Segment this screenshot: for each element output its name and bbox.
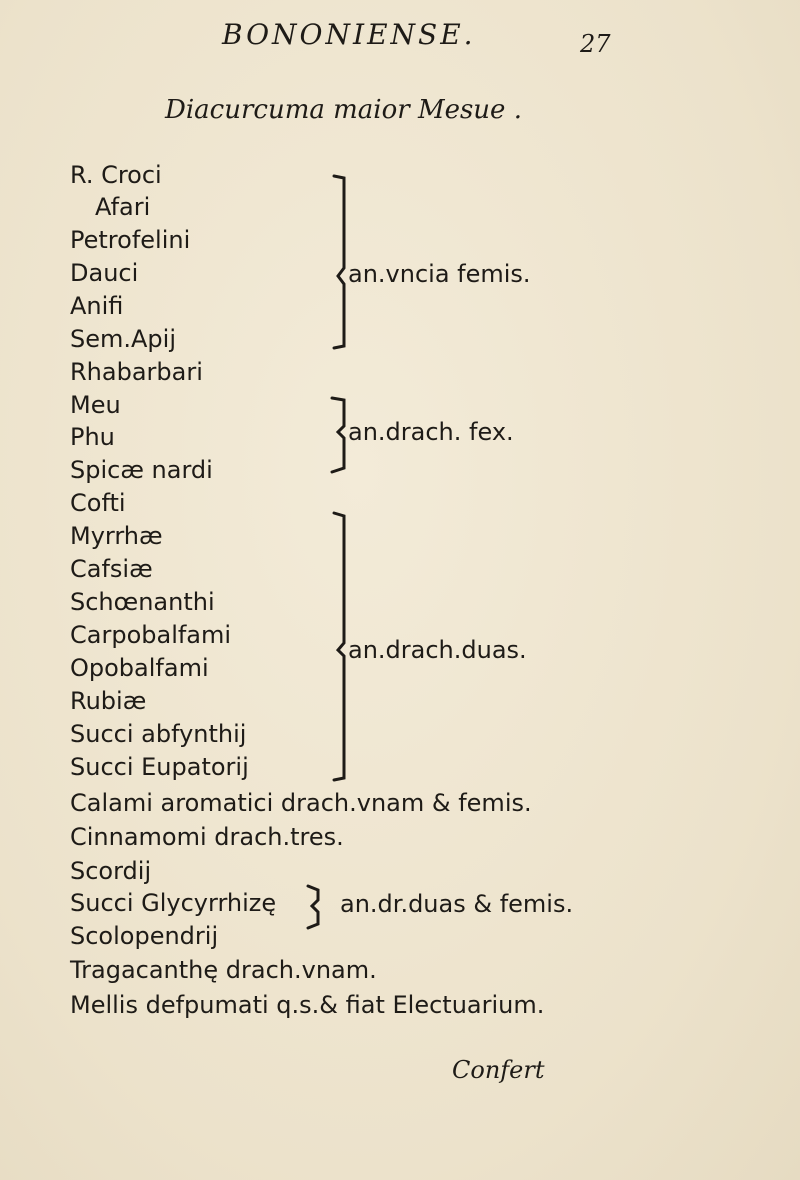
- brace-group-4: [308, 886, 318, 928]
- catchword: Confert: [452, 1056, 545, 1084]
- ingredient-line: Rubiæ: [70, 687, 147, 715]
- text-line: Scolopendrij: [70, 922, 219, 950]
- ingredient-line: Phu: [70, 423, 115, 451]
- ingredient-line: Sem.Apij: [70, 325, 176, 353]
- ingredient-line: Meu: [70, 391, 121, 419]
- ingredient-line: Opobalfami: [70, 654, 209, 682]
- text-line: Tragacanthę drach.vnam.: [70, 956, 377, 984]
- running-head: BONONIENSE.: [222, 18, 476, 51]
- ingredient-line: Spicæ nardi: [70, 456, 213, 484]
- ingredient-line: Myrrhæ: [70, 522, 163, 550]
- brace-group-2: [332, 398, 344, 472]
- dose-label: an.drach.duas.: [348, 636, 527, 664]
- text-line: Mellis defpumati q.s.& fiat Electuarium.: [70, 991, 545, 1019]
- ingredient-line: Succi Eupatorij: [70, 753, 249, 781]
- dose-label: an.dr.duas & femis.: [340, 890, 574, 918]
- text-line: Scordij: [70, 857, 152, 885]
- brace-group-3: [334, 513, 344, 780]
- ingredient-line: Dauci: [70, 259, 139, 287]
- text-line: Calami aromatici drach.vnam & femis.: [70, 789, 532, 817]
- text-line: Cinnamomi drach.tres.: [70, 823, 344, 851]
- ingredient-line: Petrofelini: [70, 226, 191, 254]
- text-line: Succi Glycyrrhizę: [70, 889, 277, 917]
- ingredient-line: Afari: [95, 193, 151, 221]
- ingredient-line: Cafsiæ: [70, 555, 153, 583]
- ingredient-line: Schœnanthi: [70, 588, 215, 616]
- ingredient-line: R. Croci: [70, 161, 162, 189]
- ingredient-line: Cofti: [70, 489, 126, 517]
- ingredient-line: Carpobalfami: [70, 621, 232, 649]
- ingredient-line: Anifi: [70, 292, 124, 320]
- dose-label: an.vncia femis.: [348, 260, 531, 288]
- ingredient-line: Rhabarbari: [70, 358, 203, 386]
- ingredient-line: Succi abfynthij: [70, 720, 247, 748]
- brace-group-1: [334, 176, 344, 348]
- dose-label: an.drach. fex.: [348, 418, 514, 446]
- page-number: 27: [580, 30, 611, 58]
- recipe-title: Diacurcuma maior Mesue .: [165, 95, 522, 125]
